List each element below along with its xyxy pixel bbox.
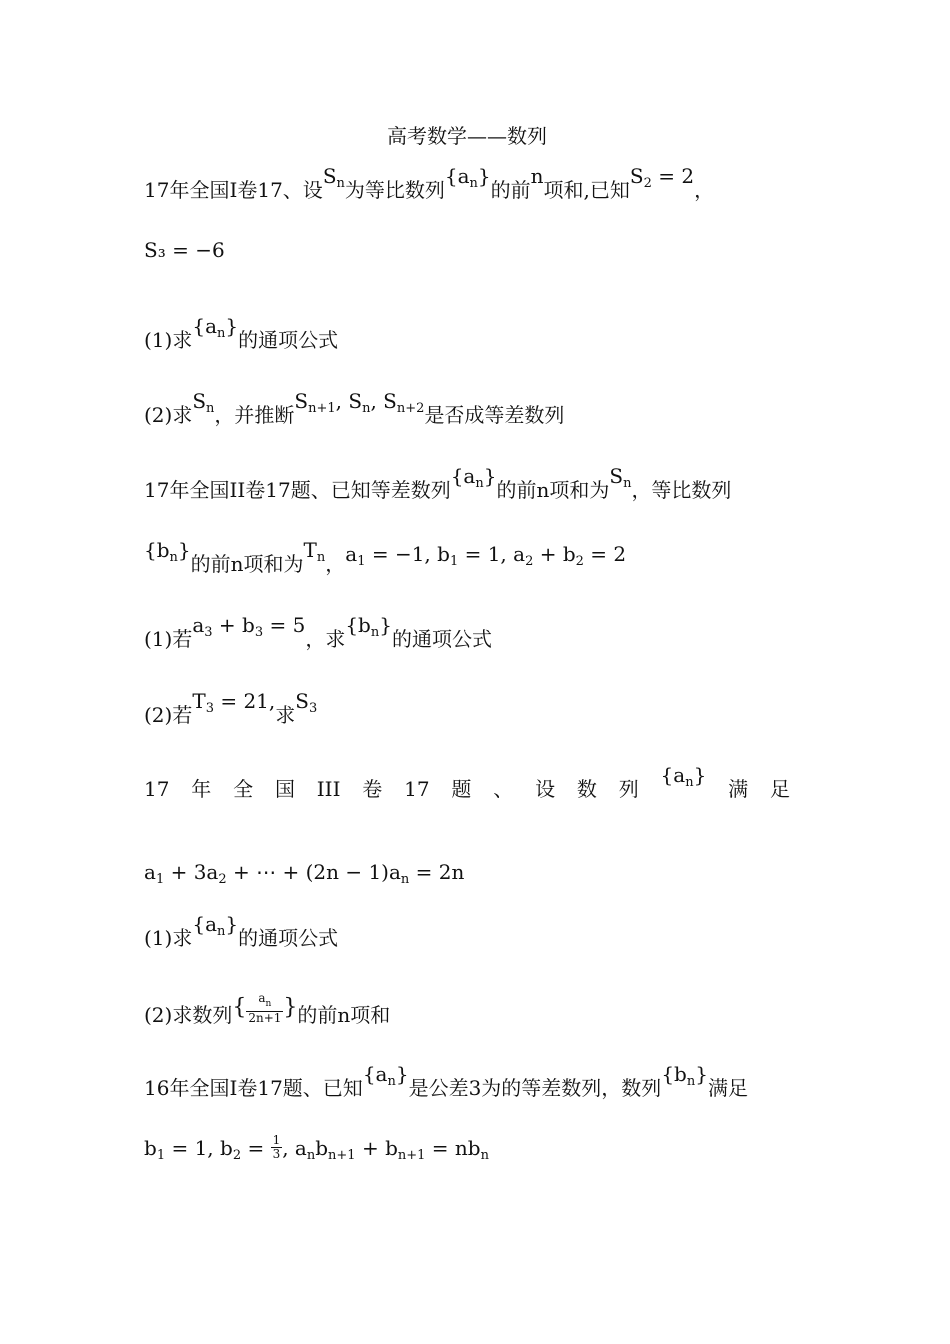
text: 、 xyxy=(493,777,514,801)
text: 足 xyxy=(769,777,790,801)
text: (1)若 xyxy=(144,627,193,651)
math-bn-set: $\{b_n\}$ xyxy=(345,613,392,640)
text: 满足 xyxy=(707,1076,748,1100)
text: 17年全国II卷17题、已知等差数列 xyxy=(144,478,451,502)
text: 数 xyxy=(576,777,597,801)
math-conditions: $a_1 = -1$, $b_1 = 1$, $a_2 + b_2 = 2$ xyxy=(345,542,627,569)
math-sn: $S_n$ xyxy=(322,164,345,191)
problem-3-q2 xyxy=(144,991,391,1033)
text: 满 xyxy=(728,777,749,801)
text: (1)求 xyxy=(144,926,193,950)
math-fraction: $\frac{a_n}{2n+1}$ xyxy=(248,991,282,1025)
math-an-set: $\{a_n\}$ xyxy=(192,912,239,939)
math-frac-set: { xyxy=(232,995,247,1020)
text: 项和,已知 xyxy=(543,178,630,202)
math-frac-set-close: } xyxy=(283,995,298,1020)
math-one-third: $\frac{1}{3}$ xyxy=(272,1133,281,1161)
problem-3-q1 xyxy=(144,912,339,958)
problem-4-statement xyxy=(144,1062,748,1108)
math-an-set: $\{a_n\}$ xyxy=(660,763,707,790)
text: 为等比数列 xyxy=(344,178,445,202)
text: 题 xyxy=(451,777,472,801)
text: ，并推断 xyxy=(214,403,295,427)
problem-4-conditions xyxy=(144,1133,489,1168)
math-tn: $T_n$ xyxy=(303,538,326,565)
text: ， xyxy=(694,178,715,202)
math-sn: $S_n$ xyxy=(609,464,632,491)
math-sn: $S_n$ xyxy=(192,389,215,416)
text: 的前n项和为 xyxy=(496,478,610,502)
text: 17 xyxy=(144,777,170,801)
math-t3: $T_3 = 21$, xyxy=(192,689,276,716)
problem-2-q1 xyxy=(144,613,492,659)
text: 是公差3为的等差数列，数列 xyxy=(408,1076,662,1100)
math-a3b3: $a_3 + b_3 = 5$ xyxy=(192,613,306,640)
math-seq: $S_{n+1}$, $S_n$, $S_{n+2}$ xyxy=(294,389,425,416)
math-an-set: $\{a_n\}$ xyxy=(450,464,497,491)
problem-3-statement xyxy=(144,763,790,809)
math-an-set: $\{a_n\}$ xyxy=(444,164,491,191)
text: 的通项公式 xyxy=(391,627,492,651)
text: 求 xyxy=(275,703,296,727)
math-s2: $S_2 = 2$ xyxy=(629,164,695,191)
problem-1-q1 xyxy=(144,314,339,360)
text: 列 xyxy=(618,777,639,801)
text: 的前n项和为 xyxy=(190,552,304,576)
problem-1-q2 xyxy=(144,389,565,435)
text: 的前n项和 xyxy=(297,1003,391,1027)
problem-1-statement xyxy=(144,164,715,210)
text: 国 xyxy=(274,777,295,801)
problem-3-equation: $a_1 + 3a_2$ + ⋯ + $(2n - 1)a_n = 2n$ xyxy=(144,860,465,887)
text: 全 xyxy=(233,777,254,801)
text: ，等比数列 xyxy=(631,478,732,502)
problem-2-statement-cont xyxy=(144,538,627,584)
problem-2-q2 xyxy=(144,689,318,735)
problem-1-condition: S₃ = −6 xyxy=(144,238,225,262)
math-bn-set: $\{b_n\}$ xyxy=(144,538,191,565)
page-title: 高考数学——数列 xyxy=(387,124,547,148)
text: (2)求 xyxy=(144,403,193,427)
text: 的通项公式 xyxy=(238,328,339,352)
math-bn-set: $\{b_n\}$ xyxy=(661,1062,708,1089)
math-an-set: $\{a_n\}$ xyxy=(192,314,239,341)
text: (2)若 xyxy=(144,703,193,727)
math-s3: $S_3$ xyxy=(295,689,318,716)
text: 17年全国I卷17、设 xyxy=(144,178,323,202)
text: 的通项公式 xyxy=(238,926,339,950)
text: ，求 xyxy=(305,627,346,651)
text: (2)求数列 xyxy=(144,1003,233,1027)
text: (1)求 xyxy=(144,328,193,352)
math-b1b2: $b_1 = 1$, $b_2$ = xyxy=(144,1136,271,1163)
text: 卷 xyxy=(362,777,383,801)
text: 年 xyxy=(191,777,212,801)
text: 设 xyxy=(535,777,556,801)
text: 17 xyxy=(404,777,430,801)
text: III xyxy=(316,777,341,801)
text: 16年全国I卷17题、已知 xyxy=(144,1076,363,1100)
math-n: n xyxy=(530,164,544,188)
math-recurrence: $a_nb_{n+1} + b_{n+1} = nb_n$ xyxy=(288,1136,489,1163)
problem-2-statement xyxy=(144,464,732,510)
text: , xyxy=(282,1136,289,1160)
math-an-set: $\{a_n\}$ xyxy=(362,1062,409,1089)
text: 是否成等差数列 xyxy=(424,403,565,427)
text: ， xyxy=(325,552,346,576)
text: 的前 xyxy=(490,178,531,202)
